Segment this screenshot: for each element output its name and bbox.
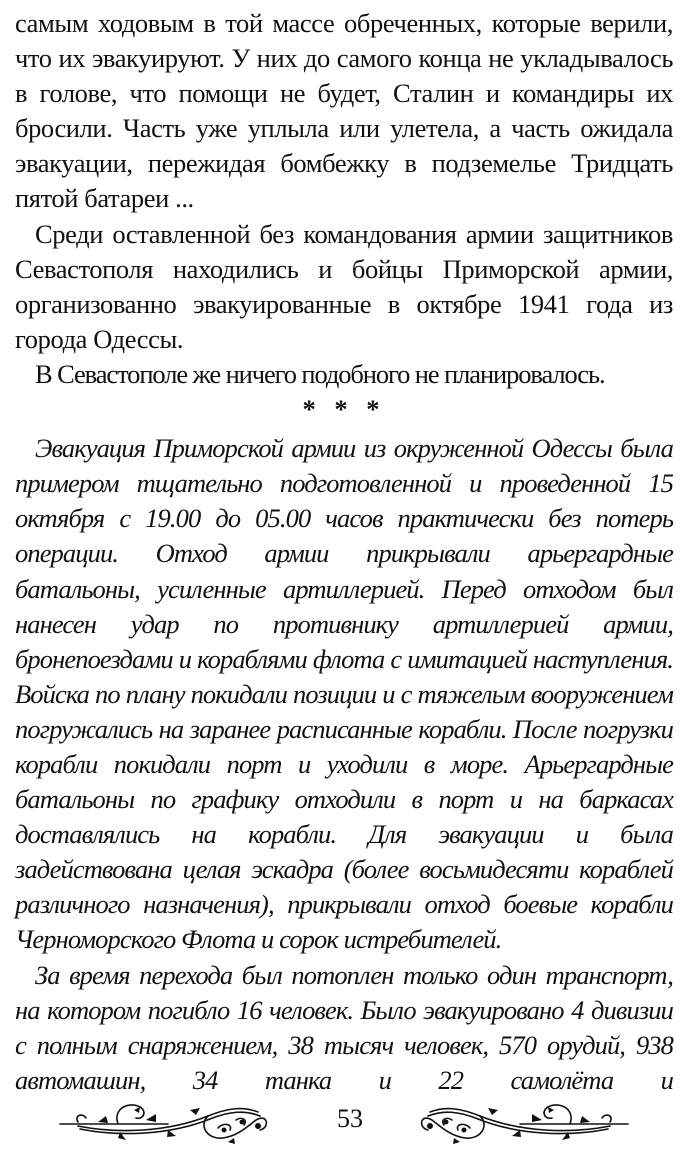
page-footer [0,1092,700,1162]
book-page [15,6,673,1098]
paragraph-transit-losses: За время перехода был потоплен только один транспорт, на котором погибло 16 человек. Было эвакуировано 4 дивизии с полным снаряжением, 38 тысяч человек, 570 орудий, 938 автомашин, 34 танка и 22 самолёта и [15,959,673,1095]
paragraph-no-plan: В Севастополе же ничего подобного не планировалось. [35,358,605,389]
page-number: 53 [337,1104,363,1133]
paragraph-odessa-evacuation: Эвакуация Приморской армии из окруженной Одессы была примером тщательно подготовленной и проведенной 15 октября с 19.00 до 05.00 часов практически без потерь операции. Отход армии прикрывали арьергардные батальоны, усиленные артиллерией. Перед отходом был нанесен удар по противнику артиллерией армии, бронепоездами и кораблями флота с имитацией наступления. Войска по плану покидали позиции и с тяжелым вооружением погружались на заранее расписанные корабли. После погрузки корабли покидали порт и уходили в море. Арьергардные батальоны по графику отходили в порт и на баркасах доставлялись на корабли. Для эвакуации и была задействована целая эскадра (более восьмидесяти кораблей различного назначения), прикрывали отход боевые корабли Черноморского Флота и сорок истребителей. [15,433,673,955]
section-separator: * * * [302,394,386,425]
floral-flourish-icon [58,1098,278,1148]
paragraph-continuation: самым ходовым в той массе обреченных, которые верили, что их эвакуируют. У них до самого конца не укладывалось в голове, что помощи не будет, Сталин и командиры их бросили. Часть уже уплыла или улетела, а часть ожидала эвакуации, пережидая бомбежку в подземелье Тридцать пятой батареи ... [15,8,673,214]
paragraph-defenders: Среди оставленной без командования армии защитников Севастополя находились и бойцы Приморской армии, организованно эвакуированные в октябре 1941 года из города Одессы. [15,218,673,354]
floral-flourish-icon [410,1098,630,1148]
